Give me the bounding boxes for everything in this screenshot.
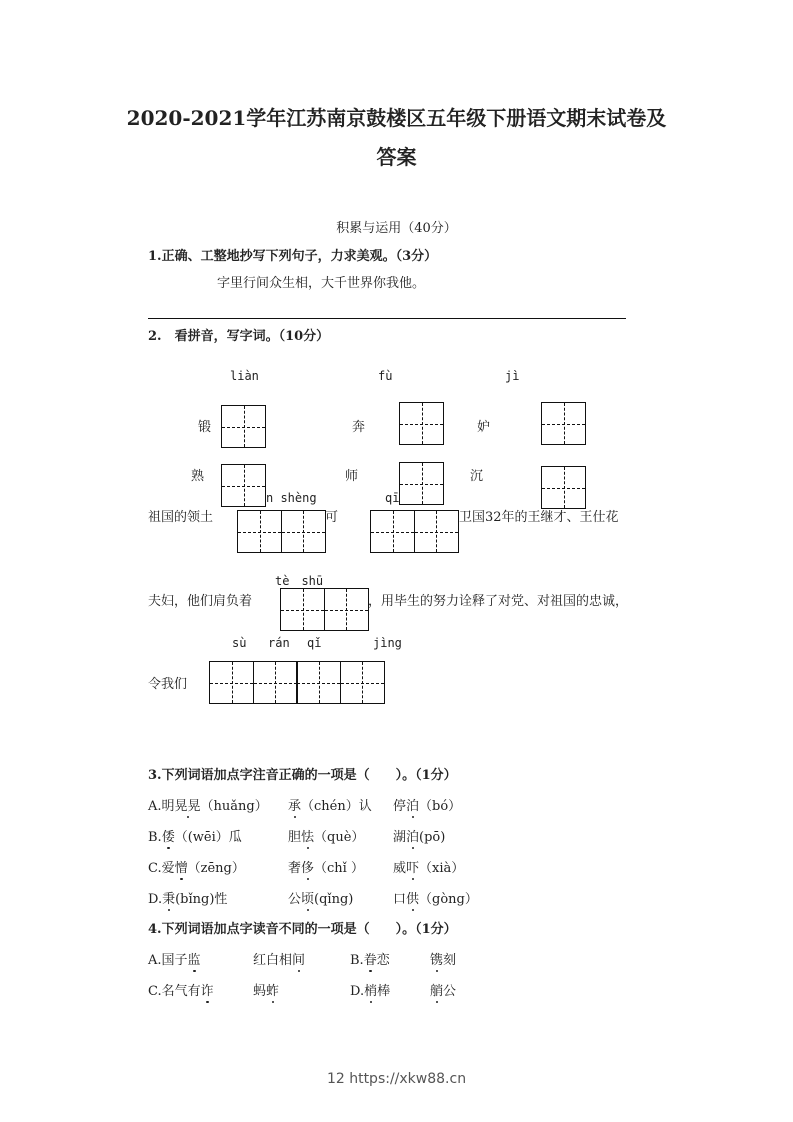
sentence-text: 令我们 [148, 677, 188, 692]
option-text: （chǐ ） [314, 861, 364, 876]
option-item [350, 984, 390, 1000]
option-item [148, 830, 242, 846]
option-text: 恋 [376, 953, 390, 968]
char-label: 熟 [191, 469, 205, 484]
option-text: （zēng） [187, 861, 245, 876]
writing-grid[interactable] [280, 588, 369, 631]
char-label: 奔 [352, 420, 366, 435]
option-text: (pō) [419, 830, 446, 845]
dotted-char: 梢 [364, 984, 378, 999]
pinyin: qī [385, 491, 400, 505]
option-item [148, 861, 245, 877]
dotted-char: 秉 [162, 892, 176, 907]
char-label: 师 [345, 469, 359, 484]
option-text: (bǐng)性 [175, 892, 228, 907]
option-text: B. [350, 953, 364, 968]
option-text: C.爱 [148, 861, 175, 876]
char-label: 妒 [477, 420, 491, 435]
pinyin: sù [232, 636, 247, 650]
dotted-char: 泊 [406, 799, 420, 814]
pinyin: rán [268, 636, 290, 650]
dotted-char: 诈 [200, 984, 214, 999]
char-label: 锻 [198, 420, 212, 435]
q2-question: 2. 看拼音，写字词。（10分） [148, 329, 330, 344]
dotted-char: 监 [187, 953, 201, 968]
option-text: （bó） [419, 799, 462, 814]
dotted-char: 晃晃 [174, 799, 201, 814]
option-item [430, 984, 456, 1000]
doc-title-line2: 答案 [376, 145, 417, 169]
dotted-char: 蚱 [266, 984, 280, 999]
sentence-text: 卫国32年的王继才、王仕花 [459, 510, 619, 525]
option-text: 威 [393, 861, 407, 876]
sentence-text: ，用毕生的努力诠释了对党、对祖国的忠诚， [368, 594, 629, 609]
option-text: 刻 [443, 953, 457, 968]
dotted-char: 承 [288, 799, 302, 814]
pinyin: jìng [373, 636, 402, 650]
option-text: 胆 [288, 830, 302, 845]
sentence-text: 夫妇，他们肩负着 [148, 594, 253, 609]
option-text: （què） [314, 830, 365, 845]
dotted-char: 泊 [406, 830, 420, 845]
option-text: (qǐng) [314, 892, 354, 907]
pinyin: liàn [230, 369, 259, 383]
option-text: B. [148, 830, 162, 845]
dotted-char: 间 [292, 953, 306, 968]
answer-line[interactable] [148, 318, 626, 319]
writing-grid[interactable] [370, 510, 459, 553]
option-text: A.明 [148, 799, 175, 814]
q3-question: 3.下列词语加点字注音正确的一项是（ ）。（1分） [148, 768, 457, 783]
doc-title-line1: 2020-2021学年江苏南京鼓楼区五年级下册语文期末试卷及 [126, 106, 667, 130]
page-footer: 12 https://xkw88.cn [326, 1071, 467, 1087]
option-text: 奢 [288, 861, 302, 876]
option-item [393, 830, 445, 846]
dotted-char: 眷 [363, 953, 377, 968]
sentence-text: 可 [325, 510, 339, 525]
option-item [288, 892, 353, 908]
writing-grid[interactable] [221, 464, 266, 507]
option-item [393, 892, 478, 908]
dotted-char: 憎 [174, 861, 188, 876]
option-text: （gòng） [419, 892, 478, 907]
option-text: （chén）认 [301, 799, 372, 814]
option-text: 红白相 [253, 953, 293, 968]
option-text: 棒 [377, 984, 391, 999]
dotted-char: 艄 [430, 984, 444, 999]
pinyin: tè shū [275, 574, 324, 588]
option-item [148, 892, 227, 908]
option-text: 口 [393, 892, 407, 907]
option-text: 公 [288, 892, 302, 907]
writing-grid[interactable] [399, 402, 444, 445]
writing-grid[interactable] [541, 402, 586, 445]
option-text: 湖 [393, 830, 407, 845]
option-item [148, 984, 214, 1000]
option-text: D. [350, 984, 365, 999]
option-item [288, 861, 364, 877]
option-text: A.国子 [148, 953, 188, 968]
q4-question: 4.下列词语加点字读音不同的一项是（ ）。（1分） [148, 922, 457, 937]
q1-question: 1.正确、工整地抄写下列句子，力求美观。（3分） [148, 249, 438, 264]
option-item [393, 799, 461, 815]
writing-grid[interactable] [237, 510, 326, 553]
writing-grid[interactable] [221, 405, 266, 448]
writing-grid[interactable] [399, 462, 444, 505]
option-text: D. [148, 892, 163, 907]
dotted-char: 侈 [301, 861, 315, 876]
option-text: 蚂 [253, 984, 267, 999]
option-text: 停 [393, 799, 407, 814]
dotted-char: 吓 [406, 861, 420, 876]
option-item [288, 830, 364, 846]
char-label: 沉 [470, 469, 484, 484]
option-item [288, 799, 372, 815]
pinyin: fù [378, 369, 393, 383]
dotted-char: 怯 [301, 830, 315, 845]
option-item [430, 953, 456, 969]
option-item [350, 953, 390, 969]
option-text: （(wēi）瓜 [174, 830, 242, 845]
option-text: （huǎng） [200, 799, 268, 814]
section-heading: 积累与运用（40分） [336, 221, 457, 236]
writing-grid[interactable] [541, 466, 586, 509]
pinyin: n shèng [266, 491, 317, 505]
option-text: C.名气有 [148, 984, 201, 999]
pinyin: qǐ [307, 636, 322, 650]
option-item [393, 861, 464, 877]
sentence-text: 祖国的领土 [148, 510, 214, 525]
dotted-char: 倭 [161, 830, 175, 845]
option-item [148, 799, 268, 815]
option-item [253, 984, 279, 1000]
dotted-char: 镌 [430, 953, 444, 968]
option-item [148, 953, 201, 969]
option-item [253, 953, 305, 969]
dotted-char: 顷 [301, 892, 315, 907]
dotted-char: 供 [406, 892, 420, 907]
option-text: 公 [443, 984, 457, 999]
pinyin: jì [505, 369, 520, 383]
q1-sentence: 字里行间众生相，大千世界你我他。 [217, 276, 426, 291]
option-text: （xià） [419, 861, 465, 876]
writing-grid[interactable] [209, 661, 385, 704]
